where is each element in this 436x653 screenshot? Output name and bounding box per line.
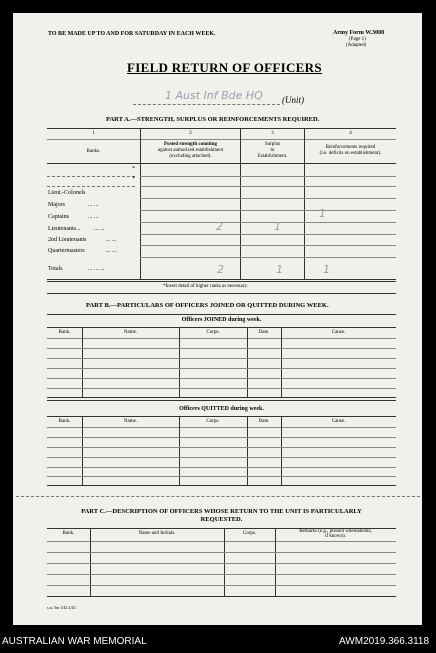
form-number: Army Form W.3008 [333,30,385,36]
unit-dotted-line [133,104,280,105]
part-b-title: PART B.—PARTICULARS OF OFFICERS JOINED OR QUITTED DURING WEEK. [86,302,329,309]
handwritten-totals-reinf: 1 [323,263,330,276]
posted-header-1: Posted strength counting [164,142,217,147]
totals-dashes: ... ... ... [88,266,105,272]
reinf-header-2: (i.e. deficits on establishment). [319,151,382,156]
surplus-header-1: Surplus [264,142,281,147]
quitted-title: Officers QUITTED during week. [179,406,264,412]
quitted-col-name: Name. [123,419,138,424]
handwritten-lieut-surplus: 1 [274,220,281,233]
footer-institution: AUSTRALIAN WAR MEMORIAL [2,636,147,647]
joined-title: Officers JOINED during week. [181,317,262,323]
part-c-col-remarks-2: if known). [325,534,346,539]
joined-col-corps: Corps. [206,330,220,335]
quitted-col-cause: Cause. [331,419,346,424]
ranks-header: Ranks. [86,149,101,154]
joined-col-name: Name. [123,330,138,335]
unit-label: (Unit) [282,95,304,105]
col-number-3: 3 [271,131,274,136]
surplus-header-2: to [270,148,275,153]
posted-header-2: against authorized establishment [157,148,224,153]
rank-dashes: ... ... [88,214,99,220]
printer-note: s.w. 5m 1/42 2/43 [47,605,76,610]
perforation-line [16,496,420,497]
rank-captains: Captains [48,214,69,220]
rank-dashes: ... ... [88,202,99,208]
unit-handwritten: 1 Aust Inf Bde HQ [165,89,263,102]
totals-label: Totals [48,266,63,272]
handwritten-totals-posted: 2 [217,263,224,276]
part-c-title-2: REQUESTED. [200,516,243,523]
part-c-col-remarks-1: Remarks (e.g., present whereabouts, [299,529,372,534]
joined-col-cause: Cause. [331,330,346,335]
part-c-title-1: PART C.—DESCRIPTION OF OFFICERS WHOSE RETURN TO THE UNIT IS PARTICULARLY [81,508,362,515]
rank-lt-colonels: Lieut.-Colonels [48,190,86,196]
rank-lieutenants: Lieutenants... [48,226,81,232]
rank-dashes: ... ... [106,248,117,254]
reinf-header-1: Reinforcements required [325,145,376,150]
rank-2nd-lieutenants: 2nd Lieutenants [48,237,87,243]
form-adapted: (Adapted) [346,43,367,48]
joined-col-rank: Rank. [58,330,71,335]
rank-quartermasters: Quartermasters [48,248,85,254]
posted-header-3: (excluding attached). [169,154,212,159]
col-number-2: 2 [189,131,192,136]
star-marker-2: * [132,176,135,182]
form-title: FIELD RETURN OF OFFICERS [127,60,322,75]
part-c-col-name: Name and Initials. [138,531,176,536]
quitted-col-date: Date. [258,419,270,424]
rank-majors: Majors [48,202,65,208]
part-a-footnote: *Insert detail of higher ranks as necessary. [163,284,248,289]
col-number-4: 4 [349,131,352,136]
part-c-col-rank: Rank. [62,531,75,536]
part-a-title: PART A.—STRENGTH, SURPLUS OR REINFORCEMENTS REQUIRED. [106,116,320,123]
star-marker-1: * [132,166,135,172]
rank-dashes: ... ... [94,226,105,232]
handwritten-lieut-posted: 2 [216,220,223,233]
quitted-col-rank: Rank. [58,419,71,424]
header-instruction: TO BE MADE UP TO AND FOR SATURDAY IN EACH WEEK. [48,31,216,37]
part-c-col-corps: Corps. [242,531,257,536]
handwritten-captains-reinf: 1 [319,207,326,220]
col-number-1: 1 [92,131,95,136]
quitted-col-corps: Corps. [206,419,220,424]
joined-col-date: Date. [258,330,270,335]
rank-dashes: ... ... [106,237,117,243]
form-page: (Page 1) [349,37,366,42]
handwritten-totals-surplus: 1 [276,263,283,276]
footer-accession-number: AWM2019.366.3118 [339,636,430,647]
surplus-header-3: Establishment. [257,154,288,159]
